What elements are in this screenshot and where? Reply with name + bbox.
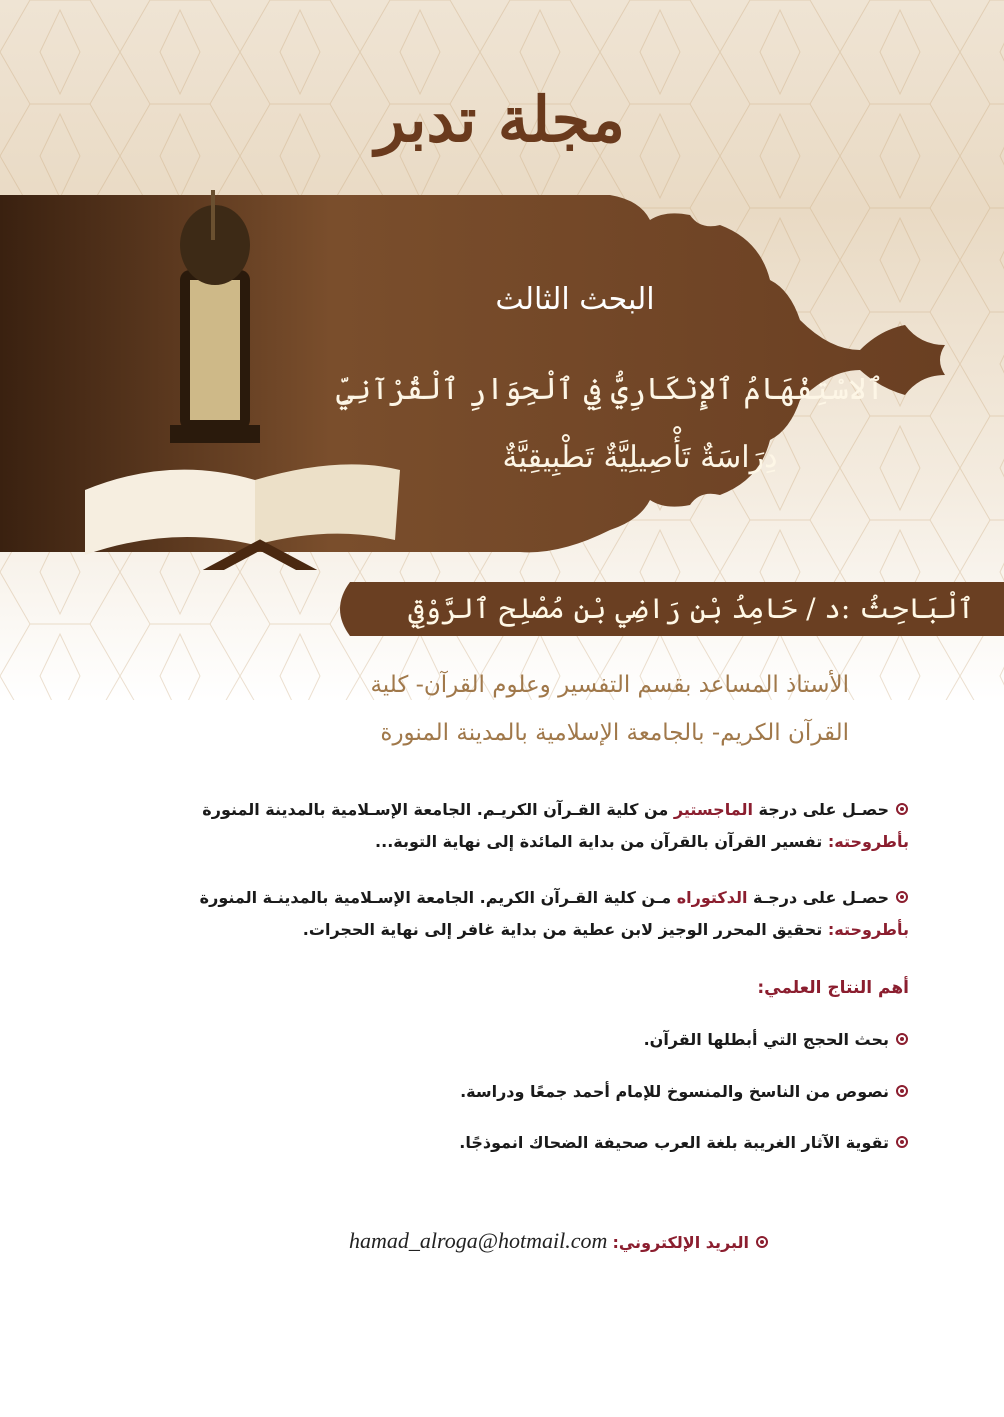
- list-item: بحث الحجج التي أبطلها القرآن.: [89, 1030, 909, 1049]
- list-item: نصوص من الناسخ والمنسوخ للإمام أحمد جمعًا ودراسة.: [89, 1082, 909, 1101]
- research-title-line1: ٱلاسْتِفْهَامُ ٱلإِنْكَارِيُّ فِي ٱلْحِوَارِ ٱلْقُرْآنِيِّ: [336, 372, 884, 407]
- research-title-line2: دِرَاسَةٌ تَأْصِيلِيَّةٌ تَطْبِيقِيَّةٌ: [502, 440, 778, 475]
- flower-bullet-icon: [895, 1135, 909, 1149]
- email-line: [349, 1228, 769, 1254]
- thesis-title: تحقيق المحرر الوجيز لابن عطية من بداية غافر إلى نهاية الحجرات.: [302, 920, 828, 939]
- research-number: البحث الثالث: [495, 282, 655, 317]
- flower-bullet-icon: [895, 890, 909, 904]
- flower-bullet-icon: [895, 1084, 909, 1098]
- works-heading: أهم النتاج العلمي:: [757, 978, 909, 998]
- lantern-icon: [170, 190, 260, 443]
- thesis-label: بأطروحته:: [827, 920, 909, 939]
- author-line: [354, 584, 974, 634]
- flower-bullet-icon: [755, 1235, 769, 1249]
- journal-logo: [360, 60, 640, 180]
- degree-doctorate: حصـل على درجـة الدكتوراه مـن كلية القـرآن الكريم. الجامعة الإسـلامية بالمدينـة المنورة بأطروحته: تحقيق المحرر الوجيز لابن عطية من بداية غافر إلى نهاية الحجرات.: [199, 888, 909, 939]
- degree-name: الماجستير: [673, 800, 753, 819]
- email-link[interactable]: hamad_alroga@hotmail.com: [349, 1228, 608, 1253]
- affiliation-line1: الأستاذ المساعد بقسم التفسير وعلوم القرآن- كلية: [370, 672, 849, 698]
- flower-bullet-icon: [895, 802, 909, 816]
- flower-bullet-icon: [895, 1032, 909, 1046]
- author-label: ٱلْبَاحِثُ: [859, 592, 974, 625]
- thesis-title: تفسير القرآن بالقرآن من بداية المائدة إلى نهاية التوبة...: [375, 832, 828, 851]
- journal-name: مجلة تدبر: [375, 83, 625, 156]
- thesis-label: بأطروحته:: [827, 832, 909, 851]
- quran-book-icon: [85, 464, 400, 570]
- degree-masters: حصـل على درجة الماجستير من كلية القـرآن الكريـم. الجامعة الإسـلامية بالمدينة المنورة بأطروحته: تفسير القرآن بالقرآن من بداية المائدة إلى نهاية التوبة...: [202, 800, 909, 851]
- degree-name: الدكتوراه: [676, 888, 748, 907]
- list-item: تقوية الآثار الغريبة بلغة العرب صحيفة الضحاك انموذجًا.: [89, 1133, 909, 1152]
- author-name: :د / حَامِدُ بْن رَاضِي بْن مُصْلِح ٱلرَّوْقِي: [408, 592, 851, 625]
- email-label: البريد الإلكتروني:: [612, 1233, 749, 1252]
- affiliation-line2: القرآن الكريم- بالجامعة الإسلامية بالمدينة المنورة: [380, 720, 849, 746]
